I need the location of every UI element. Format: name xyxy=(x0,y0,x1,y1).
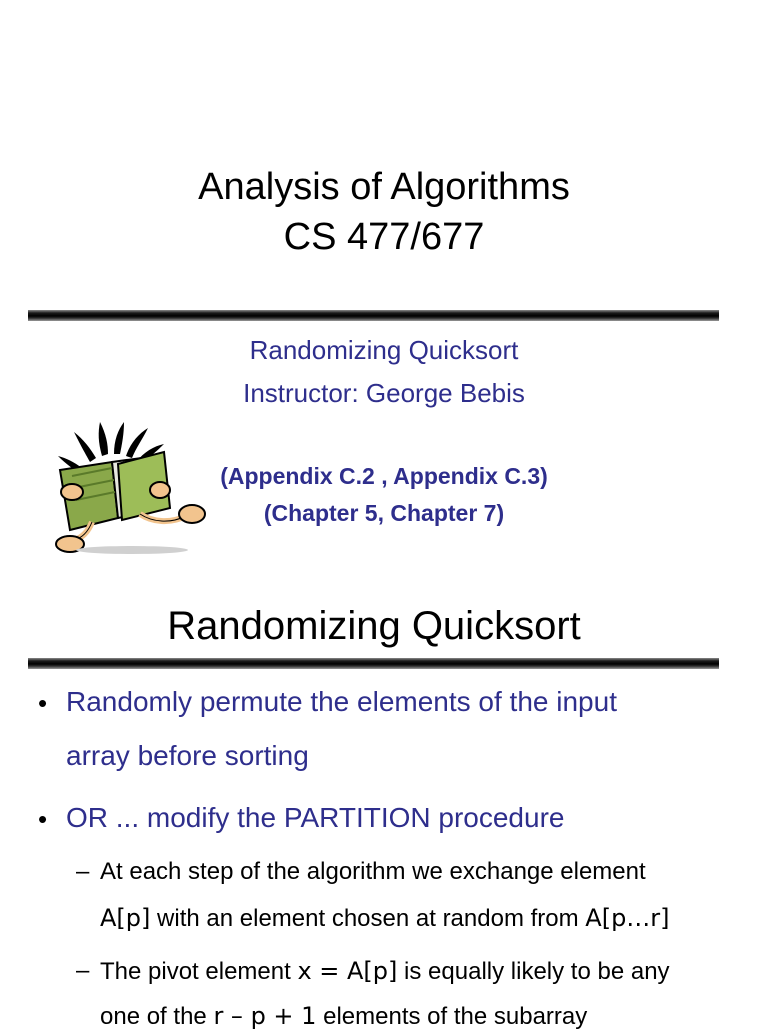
bullet-marker: • xyxy=(38,688,48,718)
bullet-marker: • xyxy=(38,804,48,834)
code-expression: r – p + 1 xyxy=(213,1002,317,1030)
subbullet-text-line: At each step of the algorithm we exchange element xyxy=(100,858,646,885)
subbullet-text-line xyxy=(100,959,670,984)
text-span: one of the xyxy=(100,1003,214,1030)
subbullet-text-line xyxy=(100,1004,587,1029)
text-span: The pivot element xyxy=(100,958,298,985)
subbullet-marker: – xyxy=(76,858,90,885)
bullet-text-line: OR ... modify the PARTITION procedure xyxy=(66,802,565,833)
subbullet-text-line xyxy=(100,906,670,931)
subtitle-topic: Randomizing Quicksort xyxy=(249,335,519,365)
bullet-text-line: array before sorting xyxy=(66,740,309,771)
subbullet-marker: – xyxy=(76,957,90,984)
title-divider xyxy=(28,310,719,321)
code-expression: x = A[p] xyxy=(297,957,398,985)
title-line-2: CS 477/677 xyxy=(283,216,485,258)
code-expression: A[p…r] xyxy=(585,904,670,932)
subtitle-instructor: Instructor: George Bebis xyxy=(243,378,525,408)
text-span: is equally likely to be any xyxy=(397,958,670,985)
text-span: with an element chosen at random from xyxy=(150,905,586,932)
reference-chapter: (Chapter 5, Chapter 7) xyxy=(263,500,505,526)
bullet-text-line: Randomly permute the elements of the input xyxy=(66,686,617,717)
slide2-title: Randomizing Quicksort xyxy=(167,604,581,648)
reference-appendix: (Appendix C.2 , Appendix C.3) xyxy=(220,463,548,489)
text-span: elements of the subarray xyxy=(316,1003,588,1030)
slide2-divider xyxy=(28,658,719,669)
code-expression: A[p] xyxy=(100,904,151,932)
title-line-1: Analysis of Algorithms xyxy=(198,166,570,208)
